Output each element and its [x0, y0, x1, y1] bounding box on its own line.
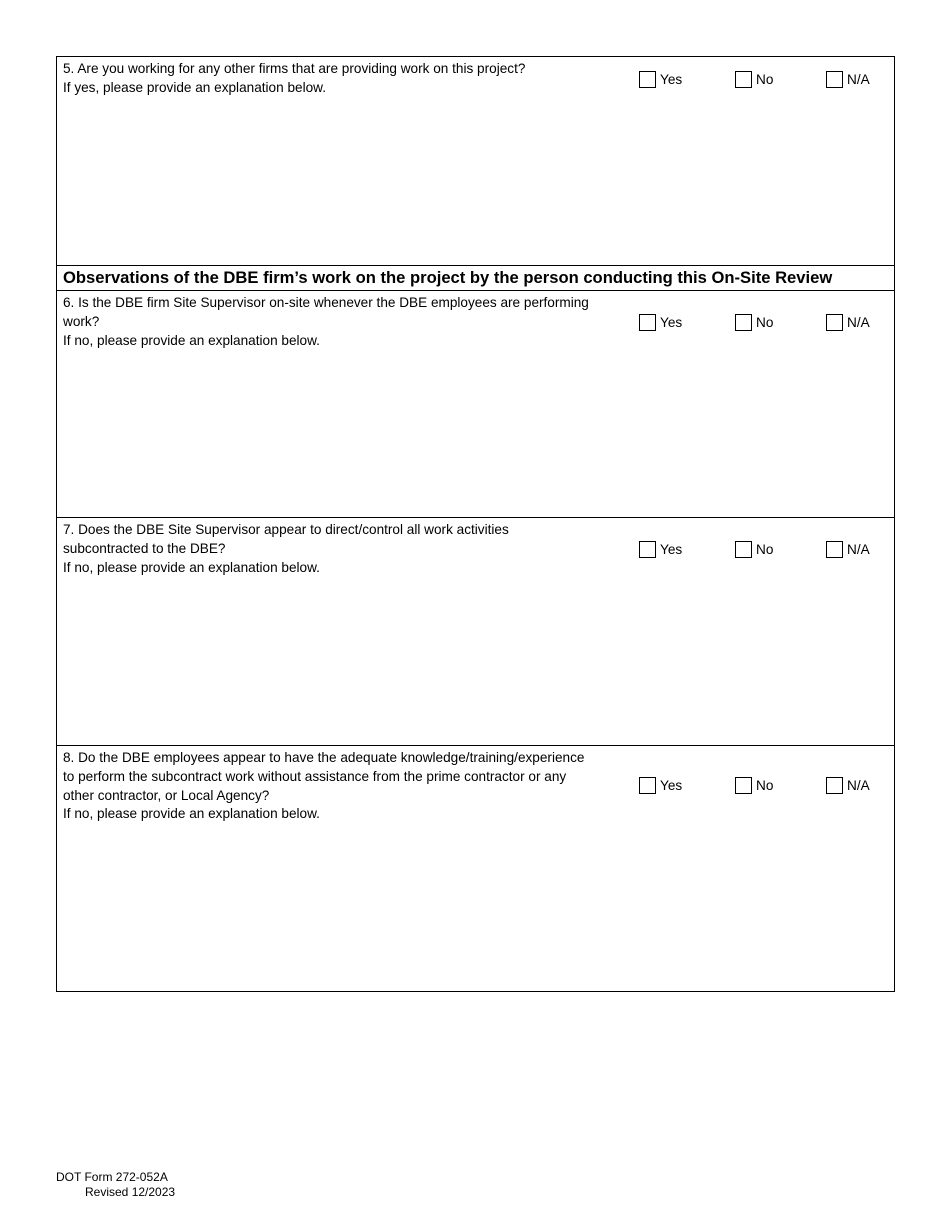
section-heading-row — [57, 266, 894, 291]
q8-na-checkbox[interactable] — [826, 777, 843, 794]
q8-no-checkbox[interactable] — [735, 777, 752, 794]
q7-na-label: N/A — [847, 541, 870, 557]
q6-na-label: N/A — [847, 314, 870, 330]
q6-yes-checkbox[interactable] — [639, 314, 656, 331]
q6-no-label: No — [756, 314, 774, 330]
form-footer — [56, 1170, 175, 1200]
question-5-text: 5. Are you working for any other firms that are providing work on this project? If yes, please provide an explanation below. — [63, 61, 526, 95]
revision-date: Revised 12/2023 — [85, 1185, 176, 1199]
q7-yes-label: Yes — [660, 541, 683, 557]
q5-no-label: No — [756, 71, 774, 87]
q6-yes-label: Yes — [660, 314, 683, 330]
question-6-options — [639, 312, 889, 332]
question-6-block — [57, 291, 894, 518]
q5-yes-label: Yes — [660, 71, 683, 87]
question-7-text: 7. Does the DBE Site Supervisor appear to direct/control all work activities subcontracted to the DBE? If no, please provide an explanation below. — [63, 522, 509, 575]
q8-no-label: No — [756, 777, 774, 793]
question-8-block — [57, 746, 894, 991]
question-7-options — [639, 539, 889, 559]
q5-no-checkbox[interactable] — [735, 71, 752, 88]
dbe-review-form — [56, 56, 895, 992]
question-6-text: 6. Is the DBE firm Site Supervisor on-site whenever the DBE employees are performing work? If no, please provide an explanation below. — [63, 295, 589, 348]
question-8-options — [639, 775, 889, 795]
question-5-options — [639, 69, 889, 89]
question-5-block — [57, 57, 894, 266]
q5-na-label: N/A — [847, 71, 870, 87]
q7-no-checkbox[interactable] — [735, 541, 752, 558]
q8-yes-checkbox[interactable] — [639, 777, 656, 794]
q7-no-label: No — [756, 541, 774, 557]
q7-yes-checkbox[interactable] — [639, 541, 656, 558]
q6-no-checkbox[interactable] — [735, 314, 752, 331]
section-heading: Observations of the DBE firm’s work on the project by the person conducting this On-Site Review — [63, 268, 833, 287]
question-8-text: 8. Do the DBE employees appear to have the adequate knowledge/training/experience to perform the subcontract work without assistance from the prime contractor or any other contractor, or Local Agency? If no, please provide an explanation below. — [63, 750, 585, 822]
q5-yes-checkbox[interactable] — [639, 71, 656, 88]
q8-yes-label: Yes — [660, 777, 683, 793]
q6-na-checkbox[interactable] — [826, 314, 843, 331]
q8-na-label: N/A — [847, 777, 870, 793]
q7-na-checkbox[interactable] — [826, 541, 843, 558]
form-number: DOT Form 272-052A — [56, 1170, 168, 1184]
q5-na-checkbox[interactable] — [826, 71, 843, 88]
question-7-block — [57, 518, 894, 746]
